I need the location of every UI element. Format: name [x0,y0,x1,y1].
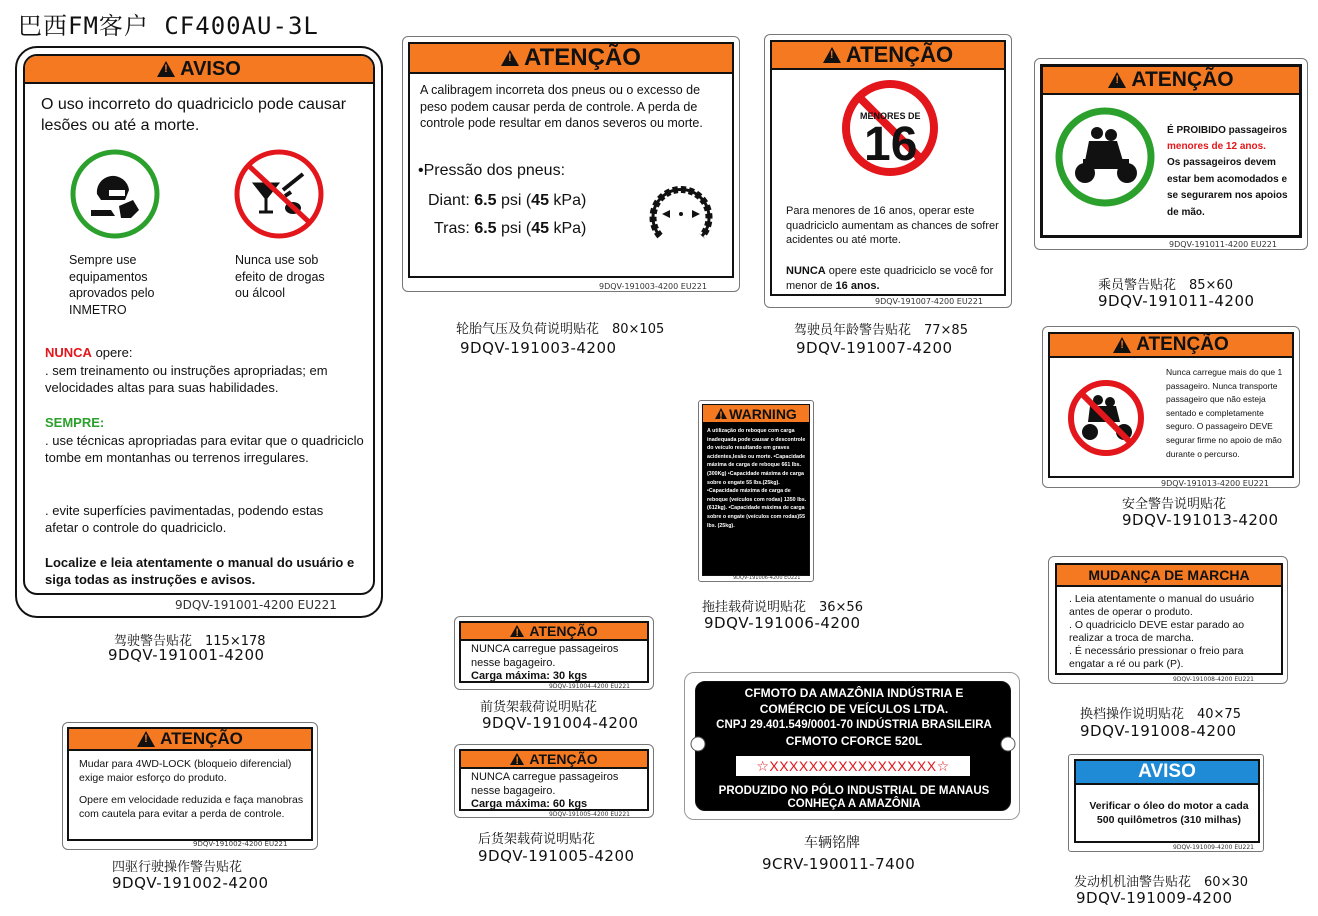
warning-triangle-icon [823,47,841,63]
no-extra-passenger-icon [1066,378,1146,458]
nunca-items: . sem treinamento ou instruções apropriadas; em velocidades altas para suas habilidades. [45,363,328,395]
label-header: ! ATENÇÃO [410,44,732,74]
caption-191011: 乘员警告贴花 85×60 [1098,278,1233,293]
gear-item-1: . Leia atentamente o manual do usuário antes de operar o produto. [1069,593,1255,618]
warning-triangle-icon [1113,337,1131,353]
sempre-item2: . evite superfícies pavimentadas, podendo estas afetar o controle do quadriciclo. [45,503,324,535]
caption-191009: 发动机机油警告贴花 60×30 [1074,875,1248,890]
safety-text: Nunca carregue mais do que 1 passageiro. Nunca transporte passageiro que não esteja sentado e completamente seguro. O passageiro DEVE segurar firme no apoio de mão durante o percurso. [1166,367,1283,459]
oil-text: Verificar o óleo do motor a cada 500 quilômetros (310 milhas) [1089,800,1249,826]
tire-pressure-icon [646,178,716,248]
caption-191013: 安全警告说明贴花 [1122,497,1227,512]
caption-191003: 轮胎气压及负荷说明贴花 80×105 [456,322,665,337]
nameplate-line2: COMÉRCIO DE VEÍCULOS LTDA. [759,702,949,716]
part-190011: 9CRV-190011-7400 [762,855,916,873]
nameplate-line1: CFMOTO DA AMAZÔNIA INDÚSTRIA E [744,686,964,700]
label-engine-oil [1068,754,1264,852]
label-code: 9DQV-191011-4200 EU221 [1169,240,1277,249]
label-code: 9DQV-191006-4200 EU221 [733,575,801,581]
label-code: 9DQV-191002-4200 EU221 [193,840,288,848]
warning-triangle-icon [1108,72,1126,88]
passenger-text-3: Os passageiros devem estar bem acomodados e se segurarem nos apoios de mão. [1167,157,1288,218]
caption-191004: 前货架载荷说明贴花 [480,700,598,715]
part-191006: 9DQV-191006-4200 [704,614,861,632]
label-front-rack [454,616,654,690]
rivet-hole-right-icon [999,735,1017,753]
caption-191002: 四驱行驶操作警告贴花 [112,860,243,875]
gear-item-2: . O quadriciclo DEVE estar parado ao realizar a troca de marcha. [1069,619,1245,644]
part-191004: 9DQV-191004-4200 [482,714,639,732]
age-warning-text: Para menores de 16 anos, operar este quadriciclo aumentam as chances de sofrer acidentes ou até morte. [786,205,999,246]
caption-191007: 驾驶员年龄警告贴花 77×85 [794,323,968,338]
passenger-text-2: menores de 12 anos. [1167,141,1266,152]
label-code: 9DQV-191001-4200 EU221 [175,598,337,612]
part-191013: 9DQV-191013-4200 [1122,511,1279,529]
pressure-title: •Pressão dos pneus: [418,162,566,179]
age-nunca-text: NUNCA opere este quadriciclo se você for menor de 16 anos. [786,265,994,292]
warning-triangle-icon [510,625,524,637]
caption-191008: 换档操作说明贴花 40×75 [1080,707,1241,722]
label-code: 9DQV-191013-4200 EU221 [1161,479,1269,488]
part-191002: 9DQV-191002-4200 [112,874,269,892]
label-header: ! ATENÇÃO [772,42,1004,70]
front-rack-load: Carga máxima: 30 kgs [471,670,588,682]
nameplate-line3: CNPJ 29.401.549/0001-70 INDÚSTRIA BRASILEIRA [716,719,992,731]
part-191008: 9DQV-191008-4200 [1080,722,1237,740]
label-header: MUDANÇA DE MARCHA [1057,565,1281,587]
label-code: 9DQV-191009-4200 EU221 [1173,844,1254,851]
sign-small-text: MENORES DE [860,111,921,121]
nameplate-line4: CFMOTO CFORCE 520L [785,734,923,748]
label-header: ! ATENÇÃO [1050,334,1292,358]
rear-pressure: Tras: 6.5 psi (45 kPa) [434,220,587,237]
label-vehicle-nameplate [684,672,1020,820]
label-header: ! WARNING [703,405,809,423]
rear-rack-load: Carga máxima: 60 kgs [471,798,588,810]
sempre-heading: SEMPRE: [45,415,105,430]
label-passenger-safety [1042,326,1300,488]
nameplate-line5: PRODUZIDO NO PÓLO INDUSTRIAL DE MANAUS [718,785,990,797]
label-towing-warning [698,400,814,582]
label-code: 9DQV-191007-4200 EU221 [875,297,983,306]
part-191007: 9DQV-191007-4200 [796,339,953,357]
warning-triangle-icon [510,753,524,765]
icon1-caption: Sempre use equipamentos aprovados pelo INMETRO [69,253,155,317]
label-header: ! ATENÇÃO [461,751,647,769]
caption-190011: 车辆铭牌 [804,835,860,851]
label-header: AVISO [1076,761,1258,785]
label-header: ! ATENÇÃO [69,729,311,751]
part-191003: 9DQV-191003-4200 [460,339,617,357]
part-191005: 9DQV-191005-4200 [478,847,635,865]
label-header: ! ATENÇÃO [1043,67,1299,95]
label-4wd-warning [62,722,318,850]
part-191011: 9DQV-191011-4200 [1098,292,1255,310]
front-pressure: Diant: 6.5 psi (45 kPa) [428,192,587,209]
label-code: 9DQV-191003-4200 EU221 [599,282,707,291]
nameplate-line6: CONHEÇA A AMAZÔNIA [787,798,921,810]
front-rack-text: NUNCA carregue passageiros nesse bagageiro. [471,643,619,669]
label-gear-change [1048,556,1288,684]
caption-191006: 拖挂载荷说明贴花 36×56 [702,600,863,615]
4wd-text-1: Mudar para 4WD-LOCK (bloqueio diferencial) exige maior esforço do produto. [79,758,292,784]
passenger-text-1: É PROIBIDO passageiros [1167,125,1288,136]
sempre-item1: . use técnicas apropriadas para evitar que o quadriciclo tombe em montanhas ou terrenos irregulares. [45,433,364,465]
warning-triangle-icon [715,408,727,419]
intro-text: O uso incorreto do quadriciclo pode causar lesões ou até a morte. [41,96,347,134]
caption-191001: 驾驶警告贴花 115×178 [114,634,266,649]
rear-rack-text: NUNCA carregue passageiros nesse bagageiro. [471,771,619,797]
label-code: 9DQV-191004-4200 EU221 [549,683,630,690]
label-header: ! AVISO [25,56,373,84]
part-191009: 9DQV-191009-4200 [1076,889,1233,907]
part-191001: 9DQV-191001-4200 [108,646,265,664]
rivet-hole-left-icon [689,735,707,753]
label-age-warning [764,34,1012,308]
icon2-caption: Nunca use sob efeito de drogas ou álcool [235,253,325,300]
label-rear-rack [454,744,654,818]
label-tire-pressure [402,36,740,292]
page-title: 巴西FM客户 CF400AU-3L [18,12,319,40]
label-header: ! ATENÇÃO [461,623,647,641]
warning-triangle-icon [137,731,155,747]
label-code: 9DQV-191005-4200 EU221 [549,811,630,818]
no-drugs-alcohol-icon [233,148,325,240]
warning-triangle-icon [501,50,519,66]
passengers-allowed-icon [1053,105,1157,209]
warning-triangle-icon [157,61,175,77]
protective-gear-icon [69,148,161,240]
gear-item-3: . É necessário pressionar o freio para engatar a ré ou park (P). [1069,645,1244,670]
label-passenger-age [1034,58,1308,250]
4wd-text-2: Opere em velocidade reduzida e faça manobras com cautela para evitar a perda de controle. [79,794,304,820]
tire-warning-text: A calibragem incorreta dos pneus ou o excesso de peso podem causar perda de controle. A perda de controle pode resultar em danos severos ou morte. [420,83,703,130]
nunca-line: NUNCA opere: [45,345,133,360]
towing-text: A utilização do reboque com carga inadequada pode causar o descontrole do veículo resultando em graves acidentes,lesão ou morte. •Capacidade máxima de carga de reboque 661 lbs.(300Kg) •Capacidade máxima de carga sobre o engate 55 lbs.(25kg). •Capacidade máxima de carga de reboque (veículos com rodas) 1350 lbs.(612kg). •Capacidade máxima de carga sobre o engate (veículos com rodas)55 lbs. (25kg). [707,428,807,529]
sign-big-number: 16 [864,118,918,171]
vin-field: ☆XXXXXXXXXXXXXXXXX☆ [736,756,970,776]
label-aviso-main [15,46,383,618]
caption-191005: 后货架载荷说明贴花 [478,832,596,847]
closing-text: Localize e leia atentamente o manual do usuário e siga todas as instruções e avisos. [45,555,355,587]
label-code: 9DQV-191008-4200 EU221 [1173,676,1254,683]
